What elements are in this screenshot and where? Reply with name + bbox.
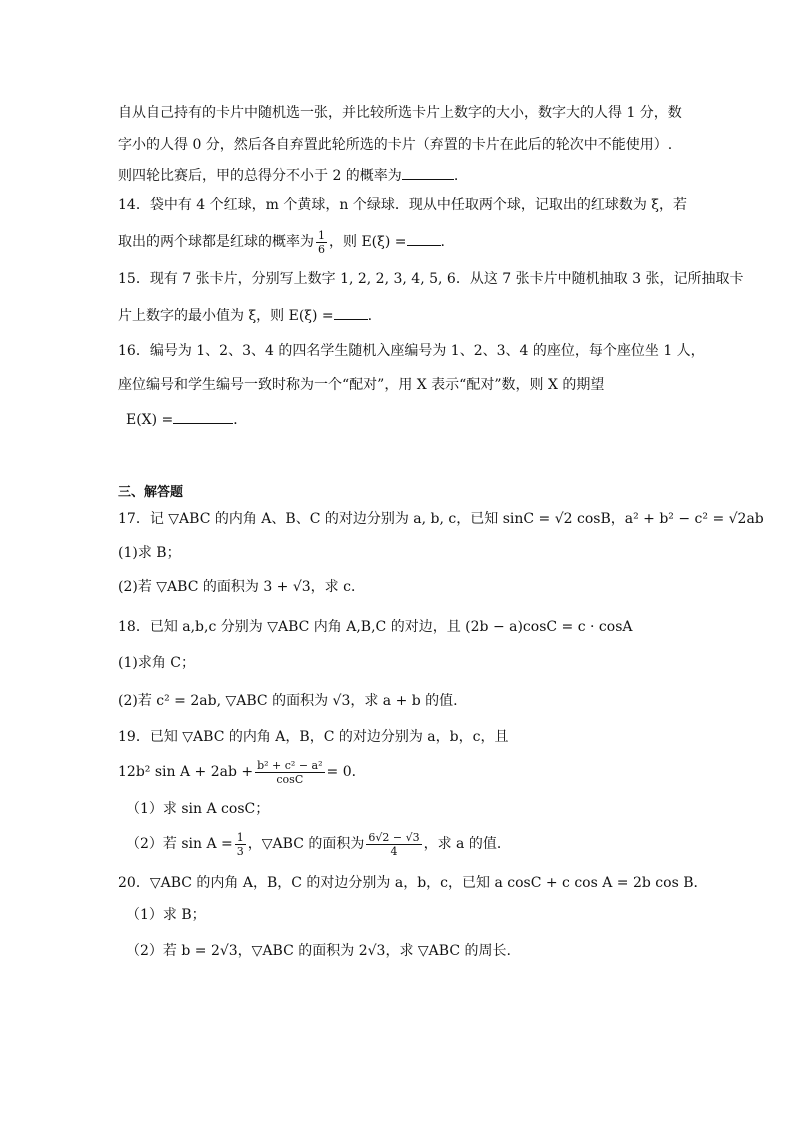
text-line: 片上数字的最小值为 ξ，则 E(ξ) = . <box>118 308 373 324</box>
text-line <box>118 654 195 672</box>
text: 座位编号和学生编号一致时称为一个“配对”，用 X 表示“配对”数，则 X 的期望 <box>118 377 605 393</box>
fraction-numerator: 1 <box>318 228 325 242</box>
fraction-numerator: b² + c² − a² <box>257 758 323 772</box>
fraction-denominator: cosC <box>276 772 304 786</box>
text-line <box>126 906 206 924</box>
question-18 <box>118 618 633 636</box>
question-15 <box>118 270 743 288</box>
question-17 <box>118 510 764 528</box>
text: 16．编号为 1、2、3、4 的四名学生随机入座编号为 1、2、3、4 的座位，每个座位坐 1 人， <box>118 343 705 359</box>
question-14 <box>118 196 687 214</box>
text: (2)若 c² = 2ab, ▽ABC 的面积为 √3，求 a + b 的值. <box>118 693 458 709</box>
text: (1)求角 C； <box>118 655 195 671</box>
fraction-denominator: 6 <box>318 242 325 256</box>
text-line <box>126 828 511 860</box>
text: 取出的两个球都是红球的概率为 <box>118 234 314 250</box>
text: ，▽ABC 的面积为 <box>247 836 365 852</box>
text: （1）求 B； <box>126 907 206 923</box>
text-line: 取出的两个球都是红球的概率为 $\frac{1}{6}$ ，则 E(ξ) = . <box>118 228 445 256</box>
fraction-denominator: 4 <box>390 844 398 858</box>
section-heading <box>118 484 183 502</box>
fraction <box>255 759 324 786</box>
text: 20．▽ABC 的内角 A，B，C 的对边分别为 a，b，c，已知 a cosC + c cos A = 2b cos B． <box>118 875 708 891</box>
text: 则四轮比赛后，甲的总得分不小于 2 的概率为 <box>118 168 402 184</box>
text: 片上数字的最小值为 ξ，则 E(ξ) = <box>118 308 334 324</box>
text: 18．已知 a,b,c 分别为 ▽ABC 内角 A,B,C 的对边，且 (2b − a)cosC = c · cosA <box>118 619 633 635</box>
text: ，则 E(ξ) = <box>329 234 407 250</box>
text-line <box>118 578 365 596</box>
text: = 0． <box>326 764 366 780</box>
answer-blank <box>402 166 454 180</box>
text: 17．记 ▽ABC 的内角 A、B、C 的对边分别为 a, b, c，已知 sinC = √2 cosB，a² + b² − c² = √2ab <box>118 511 764 527</box>
text: 三、解答题 <box>118 485 184 500</box>
text: （2）若 sin A = <box>126 836 233 852</box>
text-line <box>118 136 672 154</box>
answer-blank <box>173 410 233 424</box>
question-16 <box>118 342 705 360</box>
text: (1)求 B； <box>118 545 181 561</box>
question-19 <box>118 728 508 746</box>
text: 12b² sin A + 2ab + <box>118 764 254 780</box>
text-line <box>118 544 181 562</box>
answer-blank <box>407 232 441 246</box>
text: 自从自己持有的卡片中随机选一张，并比较所选卡片上数字的大小，数字大的人得 1 分，数 <box>118 105 682 121</box>
text: ，求 a 的值． <box>423 836 511 852</box>
text: 14．袋中有 4 个红球，m 个黄球，n 个绿球．现从中任取两个球，记取出的红球数为 ξ，若 <box>118 197 687 213</box>
text: 字小的人得 0 分，然后各自弃置此轮所选的卡片（弃置的卡片在此后的轮次中不能使用）. <box>118 137 673 153</box>
text-line <box>118 376 604 394</box>
text-line <box>126 942 511 960</box>
fraction-numerator: 6√2 − √3 <box>368 830 420 844</box>
fraction-numerator: 1 <box>236 830 244 844</box>
text: 15．现有 7 张卡片，分别写上数字 1, 2, 2, 3, 4, 5, 6．从这 7 张卡片中随机抽取 3 张，记所抽取卡 <box>118 271 744 287</box>
text-line <box>118 692 458 710</box>
text: 19．已知 ▽ABC 的内角 A，B，C 的对边分别为 a，b，c，且 <box>118 729 509 745</box>
text-line: 则四轮比赛后，甲的总得分不小于 2 的概率为 . <box>118 168 459 184</box>
fraction <box>366 831 421 858</box>
text-line <box>126 800 269 818</box>
text: E(X) = <box>126 412 174 428</box>
text: （2）若 b = 2√3，▽ABC 的面积为 2√3，求 ▽ABC 的周长. <box>126 943 511 959</box>
text-line <box>118 756 366 788</box>
fraction <box>235 831 246 858</box>
text-line <box>118 104 682 122</box>
text: （1）求 sin A cosC； <box>126 801 270 817</box>
fraction <box>316 229 327 256</box>
answer-blank <box>334 306 368 320</box>
question-20 <box>118 874 708 892</box>
fraction-denominator: 3 <box>236 844 244 858</box>
text-line: E(X) = ． <box>126 412 248 428</box>
text: (2)若 ▽ABC 的面积为 3 + √3，求 c． <box>118 579 365 595</box>
